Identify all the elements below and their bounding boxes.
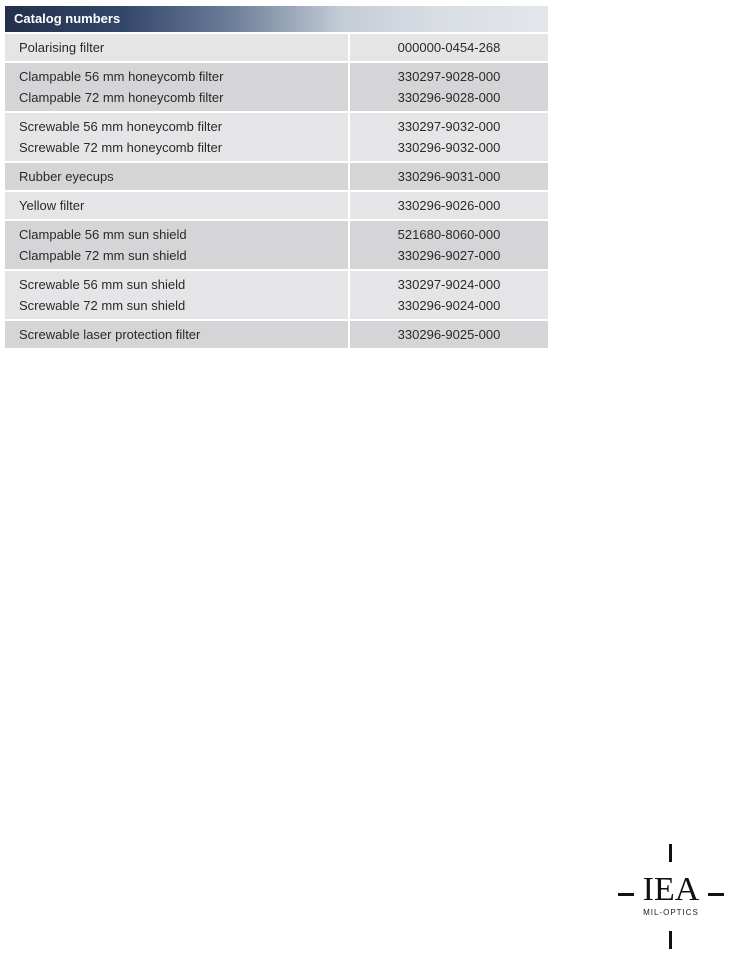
crosshair-tick-bottom xyxy=(669,931,672,949)
table-row xyxy=(5,111,548,161)
crosshair-tick-left xyxy=(618,893,634,896)
catalog-number-cell xyxy=(348,321,548,348)
item-name-cell xyxy=(5,221,348,269)
catalog-number: 330296-9024-000 xyxy=(397,298,501,313)
item-name: Screwable 56 mm sun shield xyxy=(19,277,186,292)
table-row xyxy=(5,219,548,269)
catalog-number: 330296-9026-000 xyxy=(397,198,501,213)
item-name: Clampable 72 mm sun shield xyxy=(19,248,187,263)
catalog-number: 330297-9028-000 xyxy=(397,69,501,84)
table-row xyxy=(5,269,548,319)
catalog-number: 330296-9031-000 xyxy=(397,169,501,184)
crosshair-tick-top xyxy=(669,844,672,862)
item-name-cell xyxy=(5,192,348,219)
item-name: Polarising filter xyxy=(19,40,105,55)
table-row xyxy=(5,61,548,111)
item-name: Clampable 72 mm honeycomb filter xyxy=(19,90,224,105)
catalog-number-cell xyxy=(348,113,548,161)
item-name-cell xyxy=(5,63,348,111)
catalog-number-cell xyxy=(348,63,548,111)
item-name: Yellow filter xyxy=(19,198,85,213)
item-name: Screwable 72 mm honeycomb filter xyxy=(19,140,223,155)
catalog-number-cell xyxy=(348,271,548,319)
catalog-number: 330296-9025-000 xyxy=(397,327,501,342)
catalog-number-cell xyxy=(348,192,548,219)
crosshair-tick-right xyxy=(708,893,724,896)
catalog-number-cell xyxy=(348,34,548,61)
table-row xyxy=(5,32,548,61)
catalog-number-cell xyxy=(348,163,548,190)
catalog-number: 000000-0454-268 xyxy=(397,40,501,55)
catalog-number: 330296-9032-000 xyxy=(397,140,501,155)
table-row xyxy=(5,319,548,348)
logo-wordmark: IEA xyxy=(642,871,700,908)
item-name-cell xyxy=(5,34,348,61)
catalog-number: 330296-9027-000 xyxy=(397,248,501,263)
catalog-number: 330297-9032-000 xyxy=(397,119,501,134)
item-name-cell xyxy=(5,113,348,161)
catalog-number: 521680-8060-000 xyxy=(397,227,501,242)
catalog-header: Catalog numbers xyxy=(5,6,548,32)
catalog-number-cell xyxy=(348,221,548,269)
logo-subtitle: MIL-OPTICS xyxy=(643,908,699,917)
item-name: Rubber eyecups xyxy=(19,169,114,184)
item-name-cell xyxy=(5,163,348,190)
catalog-table xyxy=(5,6,548,348)
item-name-cell xyxy=(5,321,348,348)
table-row xyxy=(5,190,548,219)
iea-mil-optics-logo xyxy=(612,842,728,952)
catalog-number: 330296-9028-000 xyxy=(397,90,501,105)
item-name-cell xyxy=(5,271,348,319)
item-name: Clampable 56 mm honeycomb filter xyxy=(19,69,224,84)
item-name: Screwable 56 mm honeycomb filter xyxy=(19,119,223,134)
item-name: Screwable 72 mm sun shield xyxy=(19,298,186,313)
item-name: Clampable 56 mm sun shield xyxy=(19,227,187,242)
item-name: Screwable laser protection filter xyxy=(19,327,201,342)
catalog-number: 330297-9024-000 xyxy=(397,277,501,292)
table-row xyxy=(5,161,548,190)
